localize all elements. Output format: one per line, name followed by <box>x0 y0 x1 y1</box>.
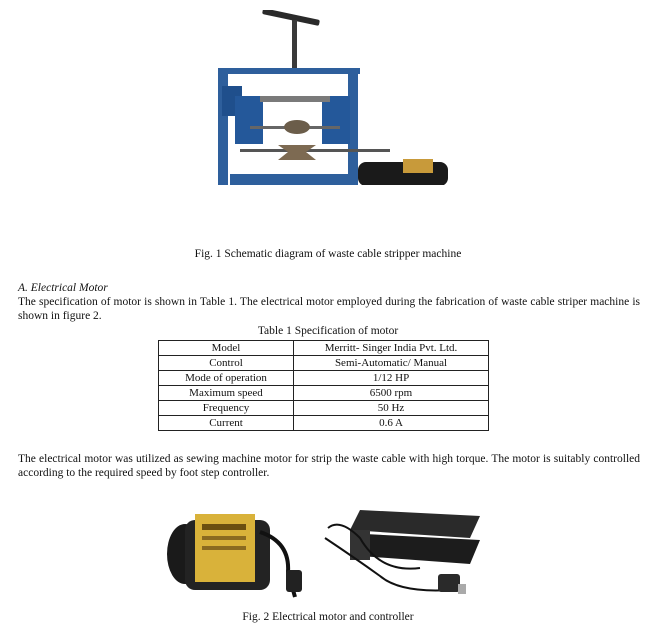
figure2-controller-image <box>320 498 490 603</box>
table-cell-value: Merritt- Singer India Pvt. Ltd. <box>294 341 489 356</box>
table-cell-value: 1/12 HP <box>294 371 489 386</box>
table-cell-value: 6500 rpm <box>294 386 489 401</box>
table-row <box>159 416 489 431</box>
table-cell-label: Current <box>159 416 294 431</box>
table-cell-label: Mode of operation <box>159 371 294 386</box>
table-row <box>159 356 489 371</box>
figure1-image <box>210 10 510 185</box>
table-cell-label: Frequency <box>159 401 294 416</box>
spec-table <box>158 340 489 431</box>
table-row <box>159 401 489 416</box>
table-caption: Table 1 Specification of motor <box>257 325 399 337</box>
figure2-caption: Fig. 2 Electrical motor and controller <box>242 611 414 623</box>
table-cell-value: 0.6 A <box>294 416 489 431</box>
table-row <box>159 386 489 401</box>
paragraph-2: The electrical motor was utilized as sewing machine motor for strip the waste cable with high torque. The motor is suitably controlled according to the required speed by foot step controller. <box>18 453 640 479</box>
table-cell-value: 50 Hz <box>294 401 489 416</box>
table-row <box>159 341 489 356</box>
paragraph-1: The specification of motor is shown in Table 1. The electrical motor employed during the fabrication of waste cable striper machine is shown in figure 2. <box>18 296 640 322</box>
table-cell-label: Model <box>159 341 294 356</box>
table-row <box>159 371 489 386</box>
figure1-caption: Fig. 1 Schematic diagram of waste cable stripper machine <box>194 248 462 260</box>
table-cell-label: Maximum speed <box>159 386 294 401</box>
section-heading: A. Electrical Motor <box>18 282 108 294</box>
table-cell-label: Control <box>159 356 294 371</box>
table-cell-value: Semi-Automatic/ Manual <box>294 356 489 371</box>
figure2-motor-image <box>160 502 310 602</box>
